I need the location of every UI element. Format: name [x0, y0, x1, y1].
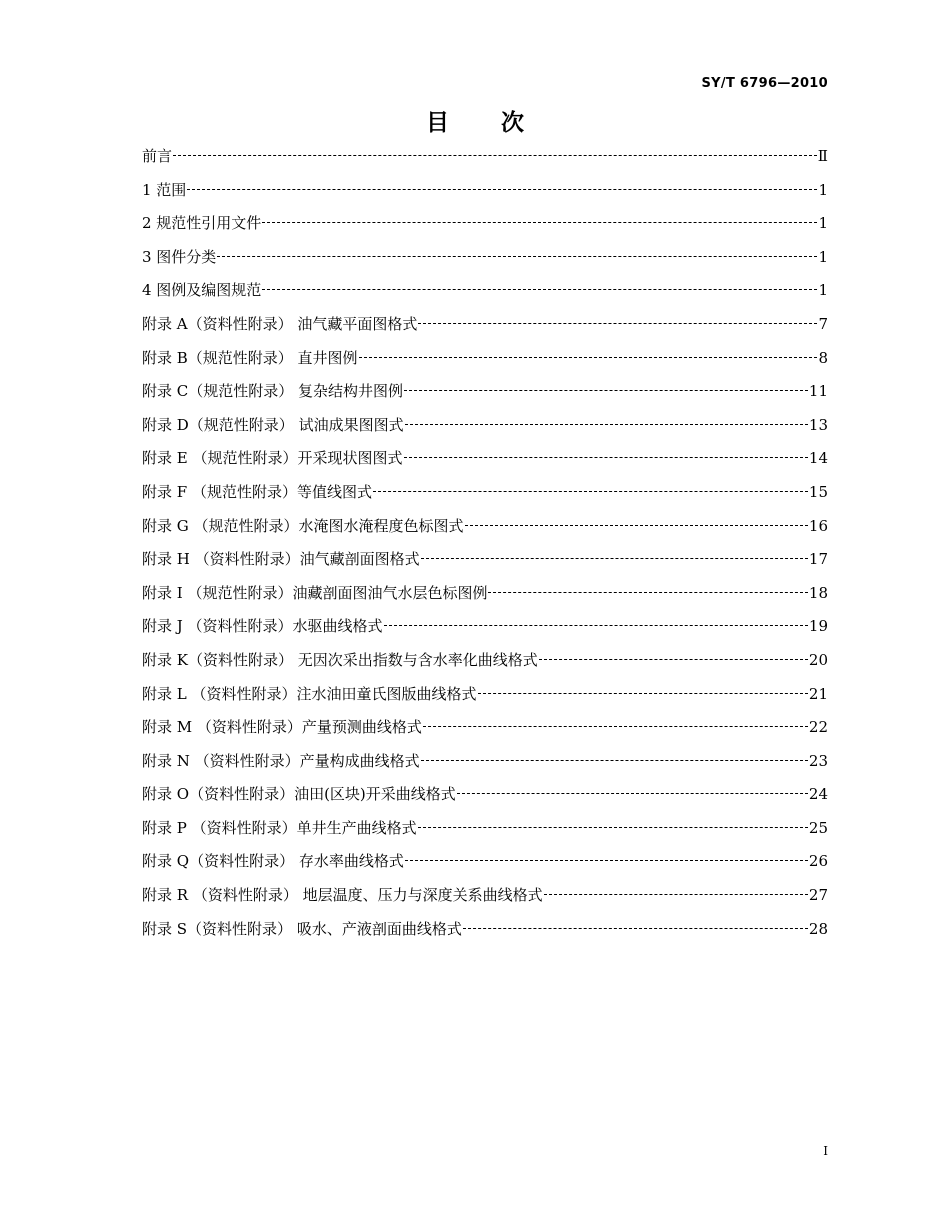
toc-leader	[187, 189, 817, 190]
toc-entry-page: 13	[808, 415, 828, 434]
toc-entry[interactable]	[142, 375, 828, 409]
toc-leader	[359, 357, 818, 358]
toc-leader	[262, 289, 817, 290]
standard-code: SY/T 6796—2010	[701, 76, 828, 91]
toc-entry[interactable]	[142, 342, 828, 376]
toc-leader	[384, 625, 808, 626]
toc-entry[interactable]	[142, 174, 828, 208]
toc-entry[interactable]	[142, 610, 828, 644]
toc-entry-page: 25	[808, 818, 828, 837]
toc-entry-label: 2 规范性引用文件	[142, 214, 262, 233]
toc-entry-page: 20	[808, 650, 828, 669]
toc-entry-page: 15	[808, 482, 828, 501]
toc-entry[interactable]	[142, 644, 828, 678]
toc-entry[interactable]	[142, 308, 828, 342]
table-of-contents	[142, 140, 828, 946]
toc-entry[interactable]	[142, 745, 828, 779]
toc-entry-label: 附录 R （资料性附录） 地层温度、压力与深度关系曲线格式	[142, 886, 543, 905]
toc-entry-label: 附录 A（资料性附录） 油气藏平面图格式	[142, 314, 418, 333]
toc-entry[interactable]	[142, 678, 828, 712]
toc-entry-label: 附录 G （规范性附录）水淹图水淹程度色标图式	[142, 516, 464, 535]
toc-entry-label: 附录 K（资料性附录） 无因次采出指数与含水率化曲线格式	[142, 650, 538, 669]
toc-entry-label: 附录 D（规范性附录） 试油成果图图式	[142, 415, 404, 434]
toc-entry-label: 附录 F （规范性附录）等值线图式	[142, 482, 372, 501]
toc-entry[interactable]	[142, 845, 828, 879]
toc-entry[interactable]	[142, 207, 828, 241]
toc-leader	[418, 323, 817, 324]
toc-leader	[405, 860, 808, 861]
toc-entry-page: 1	[818, 247, 828, 266]
toc-entry[interactable]	[142, 241, 828, 275]
toc-entry-label: 附录 L （资料性附录）注水油田童氏图版曲线格式	[142, 684, 477, 703]
toc-leader	[488, 592, 807, 593]
toc-leader	[421, 558, 808, 559]
toc-entry-page: 17	[808, 550, 828, 569]
toc-entry-label: 附录 M （资料性附录）产量预测曲线格式	[142, 718, 422, 737]
toc-entry-label: 附录 P （资料性附录）单井生产曲线格式	[142, 818, 417, 837]
toc-entry[interactable]	[142, 778, 828, 812]
toc-entry-label: 附录 O（资料性附录）油田(区块)开采曲线格式	[142, 785, 456, 804]
toc-leader	[418, 827, 808, 828]
toc-entry[interactable]	[142, 140, 828, 174]
toc-entry-label: 4 图例及编图规范	[142, 281, 262, 300]
toc-entry-label: 前言	[142, 147, 173, 165]
toc-entry-page: 28	[808, 919, 828, 938]
toc-entry-page: 11	[808, 382, 828, 401]
toc-leader	[544, 894, 808, 895]
toc-entry-label: 附录 J （资料性附录）水驱曲线格式	[142, 617, 383, 636]
toc-leader	[373, 491, 808, 492]
toc-entry[interactable]	[142, 543, 828, 577]
toc-entry-label: 3 图件分类	[142, 247, 217, 266]
toc-entry[interactable]	[142, 577, 828, 611]
toc-entry-page: 21	[808, 684, 828, 703]
toc-leader	[423, 726, 808, 727]
toc-entry-page: 19	[808, 617, 828, 636]
toc-entry-page: 24	[808, 785, 828, 804]
toc-leader	[405, 424, 808, 425]
toc-entry[interactable]	[142, 913, 828, 947]
toc-entry-label: 附录 Q（资料性附录） 存水率曲线格式	[142, 852, 404, 871]
toc-entry[interactable]	[142, 274, 828, 308]
toc-leader	[465, 525, 808, 526]
toc-entry-label: 附录 E （规范性附录）开采现状图图式	[142, 449, 403, 468]
toc-entry-page: 26	[808, 852, 828, 871]
toc-entry-label: 附录 C（规范性附录） 复杂结构井图例	[142, 382, 404, 401]
toc-entry[interactable]	[142, 711, 828, 745]
toc-entry-page: 8	[818, 348, 828, 367]
toc-leader	[539, 659, 808, 660]
toc-leader	[262, 222, 817, 223]
toc-entry-page: 1	[818, 180, 828, 199]
toc-entry-label: 附录 B（规范性附录） 直井图例	[142, 348, 358, 367]
toc-entry[interactable]	[142, 409, 828, 443]
toc-leader	[463, 928, 808, 929]
toc-entry-label: 附录 S（资料性附录） 吸水、产液剖面曲线格式	[142, 919, 462, 938]
toc-leader	[404, 457, 808, 458]
toc-entry[interactable]	[142, 879, 828, 913]
toc-entry-page: 1	[818, 281, 828, 300]
toc-entry-label: 附录 H （资料性附录）油气藏剖面图格式	[142, 550, 420, 569]
page-number: I	[823, 1144, 828, 1158]
toc-leader	[421, 760, 808, 761]
toc-entry-page: Ⅱ	[817, 147, 828, 165]
toc-leader	[478, 693, 808, 694]
toc-entry[interactable]	[142, 476, 828, 510]
toc-leader	[404, 390, 808, 391]
toc-entry[interactable]	[142, 442, 828, 476]
toc-entry-page: 23	[808, 751, 828, 770]
toc-entry[interactable]	[142, 510, 828, 544]
toc-title: 目 次	[425, 110, 546, 136]
toc-entry-page: 27	[808, 886, 828, 905]
toc-entry-page: 16	[808, 516, 828, 535]
toc-leader	[457, 793, 808, 794]
toc-entry-page: 14	[808, 449, 828, 468]
toc-entry-label: 附录 N （资料性附录）产量构成曲线格式	[142, 751, 420, 770]
toc-entry-page: 1	[818, 214, 828, 233]
toc-entry-label: 1 范围	[142, 180, 187, 199]
toc-entry-page: 18	[808, 583, 828, 602]
toc-leader	[173, 155, 817, 156]
toc-leader	[217, 256, 817, 257]
toc-entry-page: 22	[808, 718, 828, 737]
toc-entry[interactable]	[142, 812, 828, 846]
toc-entry-label: 附录 I （规范性附录）油藏剖面图油气水层色标图例	[142, 583, 488, 602]
toc-entry-page: 7	[818, 314, 828, 333]
